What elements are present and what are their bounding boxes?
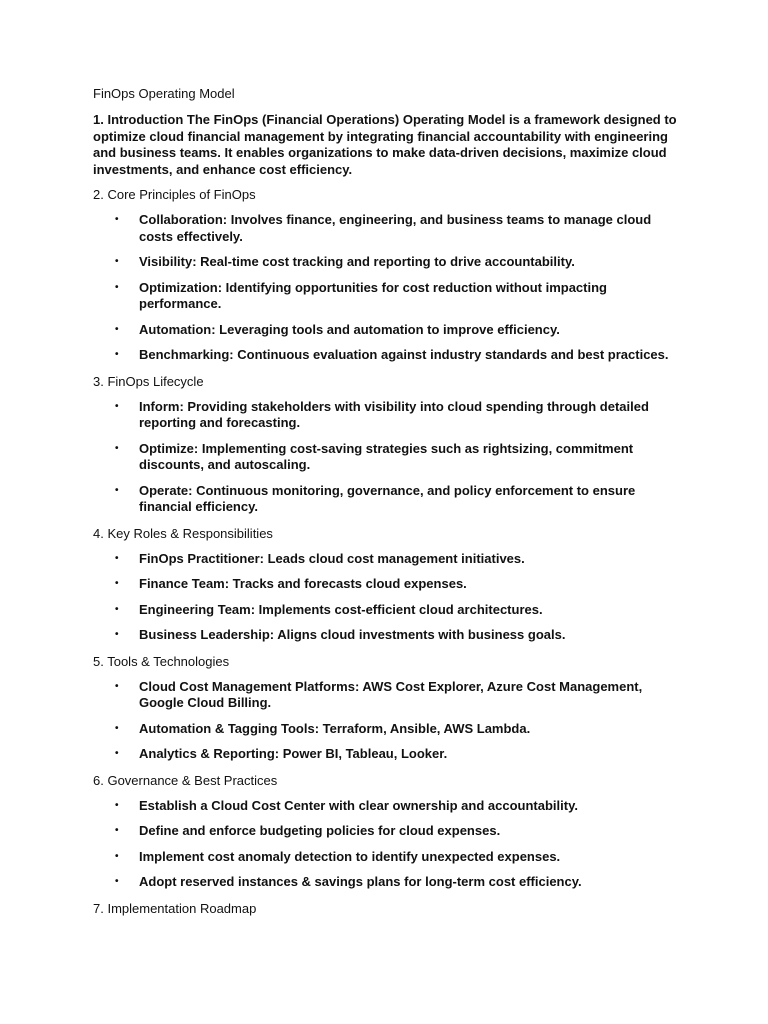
section-governance (93, 773, 683, 891)
list-item-text: Optimization: Identifying opportunities for cost reduction without impacting performance. (139, 279, 607, 311)
list-item (93, 823, 683, 840)
list-item (93, 280, 683, 313)
bullet-icon: • (115, 876, 119, 887)
list-item (93, 679, 683, 712)
list-item (93, 551, 683, 568)
bullet-icon: • (115, 825, 119, 836)
list-item (93, 874, 683, 891)
introduction-paragraph: 1. Introduction The FinOps (Financial Operations) Operating Model is a framework designed to optimize cloud financial management by integrating financial accountability with engineering and business teams. It enables organizations to make data-driven decisions, maximize cloud investments, and enhance cost efficiency. (93, 112, 677, 177)
list-item-text: Finance Team: Tracks and forecasts cloud expenses. (139, 576, 467, 591)
document-title: FinOps Operating Model (93, 86, 235, 101)
list-item-text: Implement cost anomaly detection to identify unexpected expenses. (139, 848, 561, 864)
section-heading: 5. Tools & Technologies (93, 653, 230, 669)
list-item-text: Cloud Cost Management Platforms: AWS Cost Explorer, Azure Cost Management, Google Cloud Billing. (139, 678, 643, 710)
bullet-icon: • (115, 214, 119, 225)
document-page (93, 86, 683, 926)
bullet-icon: • (115, 850, 119, 862)
list-item-text: FinOps Practitioner: Leads cloud cost management initiatives. (139, 550, 525, 566)
section-key-roles (93, 526, 683, 644)
bullet-list (93, 551, 683, 644)
list-item-text: Inform: Providing stakeholders with visibility into cloud spending through detailed reporting and forecasting. (139, 398, 649, 430)
bullet-icon: • (115, 484, 119, 496)
bullet-list (93, 679, 683, 763)
section-finops-lifecycle (93, 374, 683, 516)
list-item-text: Operate: Continuous monitoring, governance, and policy enforcement to ensure financial efficiency. (139, 482, 636, 514)
bullet-list (93, 798, 683, 891)
list-item-text: Collaboration: Involves finance, engineering, and business teams to manage cloud costs effectively. (139, 212, 652, 244)
list-item-text: Automation: Leveraging tools and automation to improve efficiency. (139, 321, 560, 337)
bullet-icon: • (115, 629, 119, 640)
section-heading: 6. Governance & Best Practices (93, 772, 278, 788)
list-item-text: Engineering Team: Implements cost-efficient cloud architectures. (139, 601, 543, 617)
list-item (93, 721, 683, 738)
bullet-icon: • (115, 256, 119, 267)
list-item-text: Establish a Cloud Cost Center with clear ownership and accountability. (139, 797, 578, 813)
list-item (93, 399, 683, 432)
list-item-text: Define and enforce budgeting policies for cloud expenses. (139, 823, 501, 838)
section-implementation-roadmap (93, 901, 683, 917)
bullet-icon: • (115, 748, 119, 759)
list-item (93, 441, 683, 474)
bullet-list (93, 212, 683, 364)
list-item (93, 322, 683, 339)
bullet-icon: • (115, 722, 119, 734)
section-core-principles (93, 187, 683, 364)
bullet-icon: • (115, 552, 119, 564)
list-item-text: Optimize: Implementing cost-saving strategies such as rightsizing, commitment discounts, and autoscaling. (139, 440, 634, 472)
list-item (93, 627, 683, 644)
bullet-icon: • (115, 603, 119, 615)
bullet-icon: • (115, 323, 119, 335)
list-item (93, 798, 683, 815)
list-item (93, 746, 683, 763)
section-heading: 7. Implementation Roadmap (93, 900, 257, 916)
bullet-icon: • (115, 349, 119, 360)
list-item-text: Analytics & Reporting: Power BI, Tableau, Looker. (139, 746, 448, 761)
section-tools-technologies (93, 654, 683, 763)
bullet-icon: • (115, 281, 119, 293)
bullet-icon: • (115, 400, 119, 412)
list-item-text: Business Leadership: Aligns cloud investments with business goals. (139, 627, 566, 642)
bullet-icon: • (115, 442, 119, 454)
bullet-icon: • (115, 680, 119, 692)
section-heading: 4. Key Roles & Responsibilities (93, 525, 273, 541)
list-item (93, 254, 683, 271)
list-item-text: Benchmarking: Continuous evaluation against industry standards and best practices. (139, 347, 669, 362)
section-heading: 3. FinOps Lifecycle (93, 373, 204, 389)
list-item-text: Automation & Tagging Tools: Terraform, Ansible, AWS Lambda. (139, 720, 531, 736)
list-item (93, 483, 683, 516)
list-item-text: Visibility: Real-time cost tracking and reporting to drive accountability. (139, 254, 575, 269)
list-item (93, 347, 683, 364)
bullet-icon: • (115, 799, 119, 811)
list-item (93, 212, 683, 245)
bullet-list (93, 399, 683, 516)
list-item-text: Adopt reserved instances & savings plans for long-term cost efficiency. (139, 874, 582, 889)
bullet-icon: • (115, 578, 119, 589)
list-item (93, 849, 683, 866)
list-item (93, 602, 683, 619)
list-item (93, 576, 683, 593)
section-heading: 2. Core Principles of FinOps (93, 187, 256, 202)
